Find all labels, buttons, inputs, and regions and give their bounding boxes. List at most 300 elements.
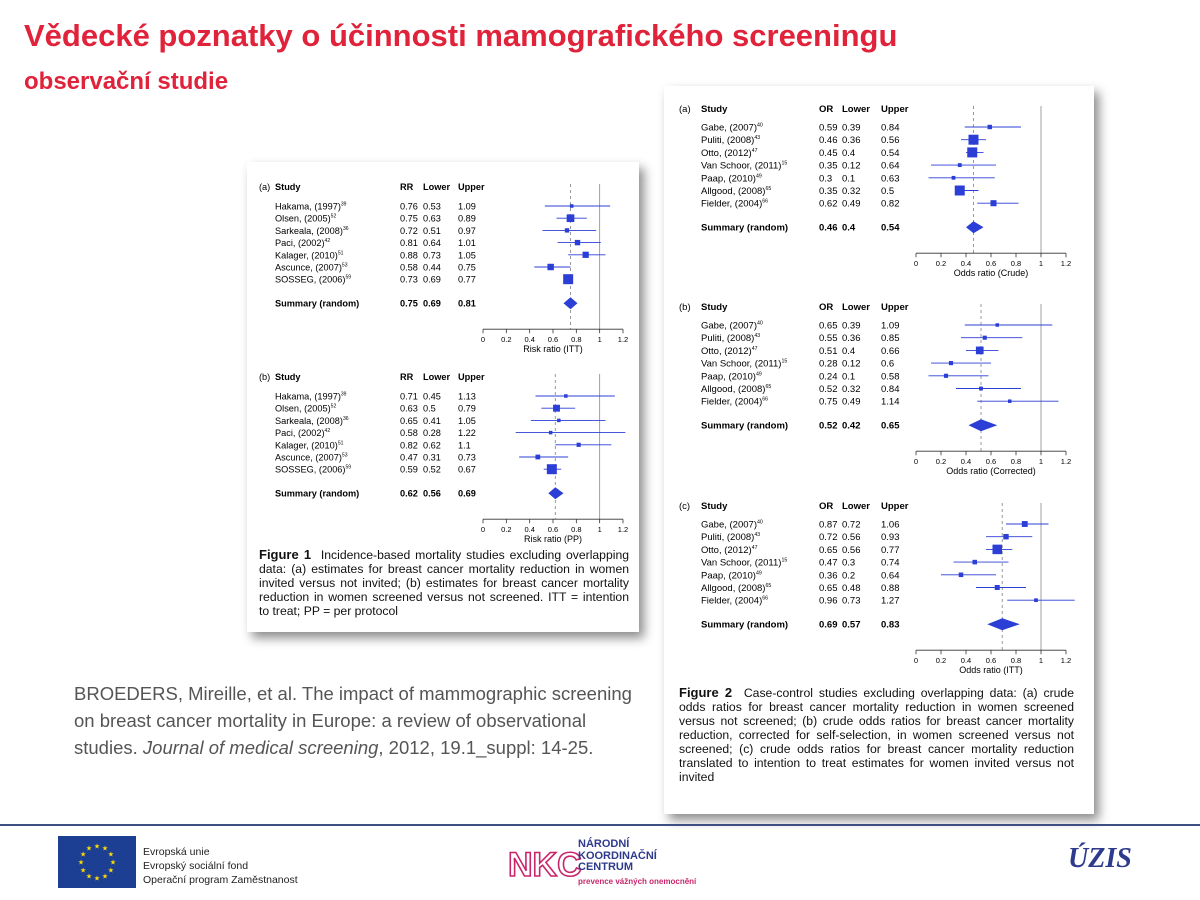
- eu-flag-icon: [58, 836, 136, 888]
- column-header: OR: [819, 104, 834, 115]
- x-tick-label: 0.8: [1010, 259, 1022, 269]
- lower-value: 0.45: [423, 391, 441, 402]
- uzis-logo: ÚZIS: [1068, 843, 1132, 874]
- upper-value: 0.84: [881, 384, 900, 395]
- column-header: Study: [275, 372, 301, 382]
- lower-value: 0.12: [842, 358, 861, 370]
- x-tick-label: 1: [1038, 259, 1044, 269]
- nkc-line-2: KOORDINAČNÍ: [578, 849, 657, 862]
- x-tick-label: 1: [597, 525, 602, 535]
- study-name: Hakama, $(1997)^{39}$: [275, 201, 347, 212]
- estimate-value: 0.59: [400, 464, 418, 475]
- x-tick-label: 0.4: [524, 335, 535, 345]
- summary-label: Summary (random): [275, 488, 360, 499]
- column-header: Study: [701, 501, 728, 512]
- estimate-value: 0.45: [819, 147, 838, 159]
- study-ref: 51: [337, 250, 344, 257]
- study-name: Puliti, $(2008)^{43}$: [701, 532, 761, 544]
- estimate-value: 0.63: [400, 403, 418, 414]
- upper-value: 1.09: [881, 320, 900, 332]
- study-ref: 66: [762, 595, 769, 602]
- summary-upper: 0.54: [881, 222, 900, 234]
- eu-star-icon: ★: [107, 851, 114, 859]
- summary-diamond: [987, 618, 1020, 630]
- study-ref: 65: [765, 384, 772, 390]
- upper-value: 0.74: [881, 557, 900, 569]
- upper-value: 0.64: [881, 570, 900, 582]
- lower-value: 0.52: [423, 464, 441, 475]
- column-header: Lower: [423, 372, 451, 382]
- summary-lower: 0.42: [842, 420, 861, 432]
- nkc-line-3: CENTRUM: [578, 861, 633, 873]
- upper-value: 0.89: [458, 213, 476, 224]
- x-tick-label: 0.6: [547, 335, 559, 345]
- estimate-value: 0.51: [819, 345, 838, 357]
- summary-diamond: [548, 487, 563, 499]
- lower-value: 0.72: [842, 519, 861, 531]
- study-name: Puliti, $(2008)^{43}$: [701, 333, 761, 345]
- citation-journal: Journal of medical screening: [142, 737, 379, 758]
- estimate-value: 0.88: [400, 250, 418, 261]
- summary-upper: 0.65: [881, 420, 900, 432]
- point-estimate: [996, 323, 1000, 327]
- estimate-value: 0.47: [819, 557, 838, 569]
- point-estimate: [944, 374, 948, 378]
- point-estimate: [577, 443, 581, 447]
- study-ref: 52: [330, 403, 337, 410]
- summary-lower: 0.57: [842, 619, 861, 631]
- figure-2-chart: [664, 86, 1094, 676]
- study-name: Paap, $(2010)^{49}$: [701, 570, 762, 582]
- citation-authors-title: BROEDERS, Mireille, et al. The impact of mammographic screening on breast cancer mortality in Europe: a review of observational studies.: [74, 683, 632, 758]
- upper-value: 0.54: [881, 147, 900, 159]
- estimate-value: 0.47: [400, 452, 418, 463]
- lower-value: 0.28: [423, 428, 441, 439]
- column-header: RR: [400, 182, 414, 192]
- upper-value: 1.14: [881, 396, 900, 408]
- nkc-text: [578, 839, 657, 874]
- point-estimate: [976, 347, 984, 355]
- eu-star-icon: ★: [101, 845, 109, 853]
- upper-value: 1.1: [458, 440, 471, 451]
- upper-value: 0.63: [881, 173, 900, 185]
- x-tick-label: 0: [480, 335, 486, 345]
- upper-value: 0.67: [458, 464, 476, 475]
- point-estimate: [563, 274, 573, 284]
- estimate-value: 0.62: [819, 198, 838, 210]
- lower-value: 0.73: [842, 595, 861, 607]
- x-tick-label: 0.2: [501, 525, 512, 535]
- eu-star-icon: ★: [109, 859, 117, 867]
- study-name: Olsen, $(2005)^{52}$: [275, 403, 337, 414]
- panel-label: (a): [259, 182, 271, 192]
- estimate-value: 0.71: [400, 391, 418, 402]
- study-name: Paap, $(2010)^{49}$: [701, 371, 762, 383]
- lower-value: 0.36: [842, 135, 861, 147]
- point-estimate: [979, 387, 983, 391]
- study-ref: 42: [324, 238, 331, 245]
- estimate-value: 0.76: [400, 201, 418, 212]
- study-ref: 40: [756, 519, 763, 526]
- study-name: Fielder, $(2004)^{66}$: [701, 198, 769, 210]
- point-estimate: [972, 560, 977, 565]
- citation: [74, 680, 654, 761]
- estimate-value: 0.65: [819, 583, 838, 594]
- point-estimate: [557, 419, 561, 423]
- lower-value: 0.39: [842, 320, 861, 332]
- lower-value: 0.73: [423, 250, 441, 261]
- nkc-line-1: NÁRODNÍ: [578, 838, 630, 850]
- upper-value: 0.84: [881, 122, 900, 134]
- estimate-value: 0.52: [819, 384, 838, 395]
- summary-diamond: [969, 419, 998, 431]
- summary-diamond: [564, 297, 578, 309]
- point-estimate: [547, 464, 557, 474]
- figure-1-panel: [247, 162, 639, 632]
- point-estimate: [990, 200, 996, 206]
- eu-star-icon: ★: [80, 867, 87, 875]
- study-name: Otto, $(2012)^{47}$: [701, 544, 758, 556]
- column-header: Upper: [881, 302, 909, 313]
- estimate-value: 0.72: [400, 225, 418, 236]
- point-estimate: [583, 252, 589, 258]
- lower-value: 0.36: [842, 333, 861, 345]
- upper-value: 0.85: [881, 333, 900, 345]
- study-name: Allgood, $(2008)^{65}$: [701, 384, 772, 395]
- estimate-value: 0.96: [819, 595, 838, 607]
- column-header: OR: [819, 501, 834, 512]
- upper-value: 0.56: [881, 135, 900, 147]
- study-ref: 47: [751, 544, 758, 551]
- study-name: Ascunce, $(2007)^{53}$: [275, 452, 348, 463]
- figure-1-caption-label: Figure 1: [259, 547, 312, 562]
- study-name: Otto, $(2012)^{47}$: [701, 147, 758, 159]
- study-name: Ascunce, $(2007)^{53}$: [275, 262, 348, 273]
- x-tick-label: 1.2: [1060, 457, 1072, 467]
- lower-value: 0.56: [842, 544, 861, 556]
- column-header: RR: [400, 372, 414, 382]
- point-estimate: [995, 585, 1000, 590]
- summary-estimate: 0.69: [819, 619, 838, 631]
- point-estimate: [575, 240, 580, 245]
- study-ref: 47: [751, 147, 758, 154]
- column-header: Upper: [458, 182, 485, 192]
- upper-value: 0.97: [458, 225, 476, 236]
- x-tick-label: 0.4: [524, 525, 535, 535]
- study-ref: 53: [341, 262, 348, 269]
- eu-star-icon: ★: [80, 851, 87, 859]
- study-name: Kalager, $(2010)^{51}$: [275, 250, 344, 261]
- x-tick-label: 0: [913, 457, 919, 467]
- study-name: Paci, $(2002)^{42}$: [275, 238, 331, 249]
- point-estimate: [570, 204, 574, 208]
- summary-estimate: 0.46: [819, 222, 838, 234]
- estimate-value: 0.24: [819, 371, 838, 383]
- study-name: Fielder, $(2004)^{66}$: [701, 396, 769, 408]
- study-name: Olsen, $(2005)^{52}$: [275, 213, 337, 224]
- study-name: Otto, $(2012)^{47}$: [701, 345, 758, 357]
- study-ref: 59: [345, 464, 352, 471]
- estimate-value: 0.35: [819, 160, 838, 172]
- x-tick-label: 0.4: [960, 259, 972, 269]
- eu-line-2: Evropský sociální fond: [143, 860, 249, 872]
- summary-upper: 0.83: [881, 619, 900, 631]
- column-header: Upper: [458, 372, 485, 382]
- eu-star-icon: ★: [101, 873, 109, 881]
- study-name: Gabe, $(2007)^{40}$: [701, 320, 763, 332]
- estimate-value: 0.55: [819, 333, 838, 345]
- lower-value: 0.32: [842, 186, 861, 197]
- study-name: Paci, $(2002)^{42}$: [275, 428, 331, 439]
- column-header: OR: [819, 302, 834, 313]
- study-ref: 66: [762, 198, 769, 205]
- column-header: Lower: [842, 501, 870, 512]
- upper-value: 1.22: [458, 428, 476, 439]
- eu-star-icon: ★: [85, 873, 93, 881]
- point-estimate: [988, 125, 992, 129]
- lower-value: 0.63: [423, 213, 441, 224]
- estimate-value: 0.65: [400, 415, 418, 426]
- eu-star-icon: ★: [93, 843, 101, 851]
- estimate-value: 0.65: [819, 320, 838, 332]
- x-tick-label: 0.2: [935, 656, 947, 666]
- x-tick-label: 1: [1038, 457, 1044, 467]
- x-tick-label: 0.8: [571, 335, 582, 345]
- x-tick-label: 1.2: [617, 335, 629, 345]
- point-estimate: [1034, 598, 1038, 602]
- study-name: Kalager, $(2010)^{51}$: [275, 440, 344, 451]
- estimate-value: 0.35: [819, 186, 838, 197]
- x-tick-label: 1: [1038, 656, 1044, 666]
- estimate-value: 0.72: [819, 532, 838, 544]
- study-name: Sarkeala, $(2008)^{36}$: [275, 225, 349, 236]
- upper-value: 1.05: [458, 250, 476, 261]
- panel-label: (a): [679, 104, 691, 115]
- upper-value: 1.09: [458, 201, 476, 212]
- column-header: Lower: [842, 104, 870, 115]
- x-tick-label: 0.4: [960, 656, 972, 666]
- study-ref: 47: [751, 345, 758, 352]
- lower-value: 0.1: [842, 173, 856, 185]
- estimate-value: 0.75: [819, 396, 838, 408]
- lower-value: 0.39: [842, 122, 861, 134]
- eu-star-icon: ★: [107, 867, 114, 875]
- column-header: Study: [701, 302, 728, 313]
- estimate-value: 0.28: [819, 358, 838, 370]
- summary-label: Summary (random): [275, 298, 360, 309]
- study-name: Hakama, $(1997)^{39}$: [275, 391, 347, 402]
- study-ref: 36: [342, 225, 349, 232]
- study-name: Van Schoor, $(2011)^{15}$: [701, 358, 788, 370]
- point-estimate: [565, 228, 569, 232]
- upper-value: 1.06: [881, 519, 900, 531]
- panel-label: (b): [679, 302, 691, 313]
- eu-star-icon: ★: [77, 859, 85, 867]
- upper-value: 0.77: [458, 274, 476, 285]
- study-ref: 15: [781, 358, 788, 365]
- lower-value: 0.49: [842, 396, 861, 408]
- eu-line-3: Operační program Zaměstnanost: [143, 874, 298, 886]
- study-ref: 40: [756, 320, 763, 327]
- study-ref: 43: [754, 135, 761, 142]
- nkc-logo-icon: [506, 838, 582, 886]
- upper-value: 0.6: [881, 358, 895, 370]
- study-ref: 15: [781, 557, 788, 564]
- summary-lower: 0.4: [842, 222, 856, 234]
- study-ref: 36: [342, 415, 349, 422]
- figure-1-caption: [259, 548, 629, 618]
- column-header: Study: [275, 182, 301, 192]
- x-axis-label: Odds ratio (ITT): [959, 665, 1023, 676]
- point-estimate: [952, 176, 956, 180]
- lower-value: 0.64: [423, 238, 441, 249]
- point-estimate: [564, 394, 568, 398]
- point-estimate: [567, 214, 575, 222]
- upper-value: 0.5: [881, 186, 895, 197]
- lower-value: 0.53: [423, 201, 441, 212]
- estimate-value: 0.75: [400, 213, 418, 224]
- figure-2-caption: [679, 686, 1074, 784]
- point-estimate: [949, 361, 953, 365]
- x-tick-label: 1.2: [1060, 259, 1072, 269]
- lower-value: 0.31: [423, 452, 441, 463]
- study-name: Van Schoor, $(2011)^{15}$: [701, 557, 788, 569]
- x-tick-label: 0.6: [985, 259, 997, 269]
- study-ref: 49: [755, 371, 762, 378]
- summary-label: Summary (random): [701, 222, 789, 234]
- x-axis-label: Odds ratio (Crude): [953, 268, 1029, 279]
- upper-value: 0.93: [881, 532, 900, 544]
- lower-value: 0.44: [423, 262, 441, 273]
- column-header: Upper: [881, 501, 909, 512]
- x-tick-label: 0.2: [501, 335, 512, 345]
- point-estimate: [553, 405, 560, 412]
- lower-value: 0.32: [842, 384, 861, 395]
- eu-star-icon: ★: [93, 875, 101, 883]
- study-name: Allgood, $(2008)^{65}$: [701, 583, 772, 594]
- estimate-value: 0.59: [819, 122, 838, 134]
- point-estimate: [1003, 534, 1008, 539]
- figure-1-chart: [247, 162, 639, 545]
- study-ref: 43: [754, 532, 761, 539]
- x-tick-label: 0.6: [547, 525, 559, 535]
- point-estimate: [958, 163, 962, 167]
- summary-label: Summary (random): [701, 420, 789, 432]
- panel-label: (c): [679, 501, 691, 512]
- study-name: Gabe, $(2007)^{40}$: [701, 122, 763, 134]
- x-tick-label: 0.2: [935, 457, 947, 467]
- lower-value: 0.62: [423, 440, 441, 451]
- study-ref: 42: [324, 428, 331, 435]
- study-name: Sarkeala, $(2008)^{36}$: [275, 415, 349, 426]
- upper-value: 1.27: [881, 595, 900, 607]
- figure-1-caption-text: Incidence-based mortality studies excluding overlapping data: (a) estimates for breast cancer mortality reduction in women invited versus not invited; (b) estimates for breast cancer mortality reduction in women screened versus not screened. ITT = intention to treat; PP = per protocol: [259, 548, 630, 618]
- lower-value: 0.51: [423, 225, 441, 236]
- figure-2-caption-label: Figure 2: [679, 685, 733, 700]
- study-ref: 39: [340, 391, 347, 398]
- estimate-value: 0.36: [819, 570, 838, 582]
- study-name: Paap, $(2010)^{49}$: [701, 173, 762, 185]
- upper-value: 0.73: [458, 452, 476, 463]
- summary-lower: 0.56: [423, 488, 441, 499]
- point-estimate: [992, 545, 1002, 555]
- summary-upper: 0.69: [458, 488, 476, 499]
- x-tick-label: 0: [913, 656, 919, 666]
- figure-2-caption-text: Case-control studies excluding overlapping data: (a) crude odds ratios for breast cancer mortality reduction in women screened versus not screened; (b) crude odds ratios for breast cancer mortality reduction, corrected for self-selection, in women screened versus not screened; (c) crude odds ratios for breast cancer mortality reduction translated to intention to treat estimates for women invited versus not invited: [679, 686, 1074, 784]
- study-ref: 52: [330, 213, 337, 220]
- lower-value: 0.2: [842, 570, 856, 582]
- study-ref: 65: [765, 583, 772, 589]
- estimate-value: 0.65: [819, 544, 838, 556]
- lower-value: 0.5: [423, 403, 436, 414]
- column-header: Lower: [842, 302, 870, 313]
- x-tick-label: 0: [913, 259, 919, 269]
- study-ref: 49: [755, 173, 762, 180]
- lower-value: 0.4: [842, 147, 856, 159]
- study-ref: 59: [345, 274, 352, 281]
- study-ref: 66: [762, 396, 769, 403]
- column-header: Study: [701, 104, 728, 115]
- point-estimate: [547, 264, 553, 270]
- study-name: SOSSEG, $(2006)^{59}$: [275, 274, 352, 285]
- upper-value: 0.66: [881, 345, 900, 357]
- lower-value: 0.12: [842, 160, 861, 172]
- summary-upper: 0.81: [458, 298, 476, 309]
- x-tick-label: 1.2: [617, 525, 629, 535]
- estimate-value: 0.82: [400, 440, 418, 451]
- point-estimate: [959, 573, 964, 578]
- x-tick-label: 0.8: [1010, 656, 1022, 666]
- x-tick-label: 0.6: [985, 457, 997, 467]
- study-ref: 49: [755, 570, 762, 577]
- point-estimate: [549, 431, 553, 435]
- lower-value: 0.3: [842, 557, 856, 569]
- lower-value: 0.4: [842, 345, 856, 357]
- summary-label: Summary (random): [701, 619, 789, 631]
- point-estimate: [1022, 521, 1028, 527]
- x-axis-label: Odds ratio (Corrected): [946, 466, 1036, 477]
- x-tick-label: 1: [597, 335, 602, 345]
- upper-value: 0.75: [458, 262, 476, 273]
- page-title: Vědecké poznatky o účinnosti mamografického screeningu: [24, 18, 898, 53]
- column-header: Lower: [423, 182, 451, 192]
- estimate-value: 0.58: [400, 428, 418, 439]
- eu-text: [143, 845, 298, 887]
- study-ref: 39: [340, 201, 347, 208]
- panel-label: (b): [259, 372, 271, 382]
- nkc-logo-letters: NKC: [508, 846, 582, 884]
- citation-details: , 2012, 19.1_suppl: 14-25.: [378, 737, 594, 758]
- study-ref: 40: [756, 122, 763, 129]
- column-header: Upper: [881, 104, 909, 115]
- study-name: Gabe, $(2007)^{40}$: [701, 519, 763, 531]
- x-tick-label: 0: [480, 525, 486, 535]
- upper-value: 1.05: [458, 415, 476, 426]
- x-tick-label: 0.8: [1010, 457, 1022, 467]
- x-tick-label: 0.6: [985, 656, 997, 666]
- upper-value: 0.64: [881, 160, 900, 172]
- lower-value: 0.69: [423, 274, 441, 285]
- summary-estimate: 0.62: [400, 488, 418, 499]
- estimate-value: 0.58: [400, 262, 418, 273]
- nkc-subtitle: prevence vážných onemocnění: [578, 877, 697, 886]
- eu-star-icon: ★: [85, 845, 93, 853]
- lower-value: 0.48: [842, 583, 861, 594]
- study-name: SOSSEG, $(2006)^{59}$: [275, 464, 352, 475]
- study-name: Puliti, $(2008)^{43}$: [701, 135, 761, 147]
- estimate-value: 0.3: [819, 173, 833, 185]
- study-name: Van Schoor, $(2011)^{15}$: [701, 160, 788, 172]
